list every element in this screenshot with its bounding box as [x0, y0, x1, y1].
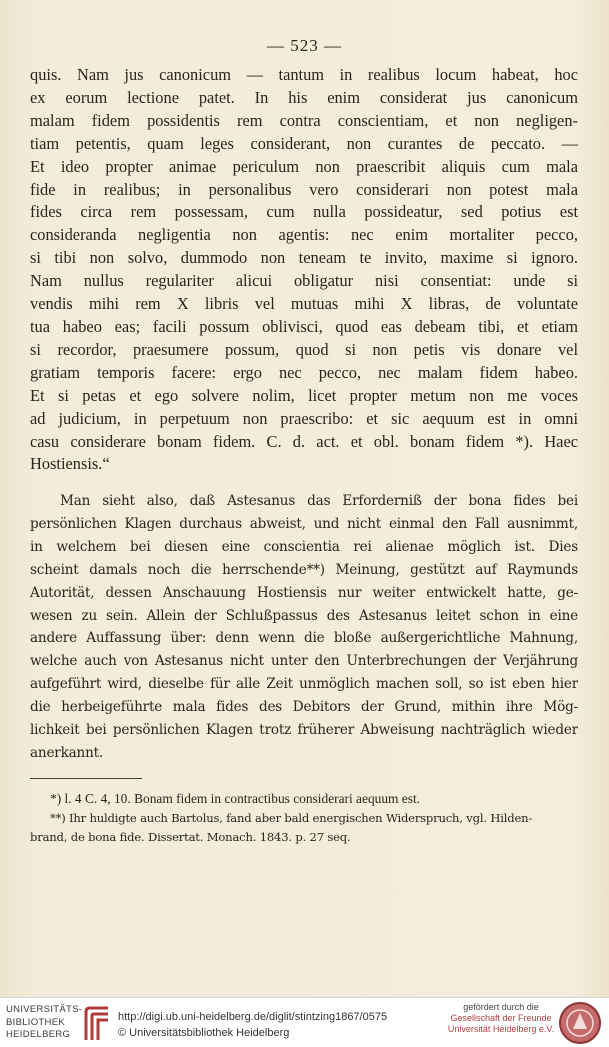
footnotes [30, 790, 578, 846]
ub-heidelberg-logo-icon[interactable] [80, 1004, 114, 1044]
text-line: tua habeo eas; facili possum oblivisci, quod eas debeam tibi, et etiam [30, 316, 578, 336]
footnote-divider [30, 778, 142, 779]
text-line: Hostiensis.“ [30, 454, 110, 474]
text-line: Nam nullus regulariter alicui obligatur nisi consentiat: unde si [30, 271, 578, 291]
permalink-url[interactable]: http://digi.ub.uni-heidelberg.de/diglit/stintzing1867/0575 [118, 1011, 388, 1023]
footnote-1: *) l. 4 C. 4, 10. Bonam fidem in contractibus considerari aequum est. [50, 791, 421, 806]
footnote-2: **) Ihr huldigte auch Bartolus, fand aber bald energischen Widerspruch, vgl. Hilden- [50, 810, 533, 825]
copyright-text: © Universitätsbibliothek Heidelberg [118, 1027, 290, 1039]
text-line: persönlichen Klagen durchaus abweist, und nicht einmal den Fall ausnimmt, [30, 515, 578, 532]
text-line: fide in realibus; in personalibus vero considerari non potest mala [30, 179, 578, 199]
text-line: gratiam temporis facere: ergo nec pecco, nec malam fidem habeo. [30, 362, 578, 382]
text-line: andere Auffassung über: denn wenn die bloße außergerichtliche Mahnung, [30, 630, 578, 647]
text-line: ex eorum lectione patet. In his enim considerat jus canonicum [30, 87, 578, 107]
latin-quotation [30, 64, 578, 476]
text-line: welche auch von Astesanus nicht unter den Unterbrechungen der Verjährung [30, 653, 578, 670]
text-line: Man sieht also, daß Astesanus das Erforderniß der bona fides bei [60, 493, 578, 509]
text-line: Autorität, dessen Anschauung Hostiensis nur weiter entwickelt hatte, ge- [30, 584, 578, 601]
university-seal-icon [558, 1001, 602, 1045]
text-line: si tibi non solvo, dummodo non teneam te invito, maxime si ignoro. [30, 248, 578, 268]
text-line: ad judicium, in perpetuum non praescribo: et sic aequum est in omni [30, 408, 578, 428]
text-line: casu considerare bonam fidem. C. d. act. et obl. bonam fidem *). Haec [30, 431, 578, 451]
text-line: quis. Nam jus canonicum — tantum in realibus locum habeat, hoc [30, 65, 578, 84]
text-line: lichkeit bei persönlichen Klagen trotz früherer Abweisung nachträglich wieder [30, 722, 578, 739]
text-line: tiam petentis, quam leges considerant, non curantes de peccato. — [30, 133, 578, 153]
funding-line: Gesellschaft der Freunde [450, 1013, 552, 1023]
funding-line: gefördert durch die [463, 1002, 539, 1012]
library-name-line: UNIVERSITÄTS- [6, 1004, 83, 1015]
funding-line: Universität Heidelberg e.V. [447, 1024, 555, 1034]
footer-bar [0, 997, 609, 1047]
text-line: anerkannt. [30, 744, 104, 761]
library-name-line: BIBLIOTHEK [6, 1016, 65, 1028]
text-line: Et ideo propter animae periculum non praescribit aliquis cum mala [30, 156, 578, 176]
german-paragraph [30, 490, 578, 765]
footnote-2-continued: brand, de bona fide. Dissertat. Monach. 1843. p. 27 seq. [30, 829, 351, 844]
text-line: consideranda negligentia non agentis: nec enim mortaliter pecco, [30, 225, 578, 245]
library-name-line: HEIDELBERG [6, 1029, 71, 1040]
text-line: wesen zu sein. Allein der Schlußpassus des Astesanus leitet schon in eine [30, 607, 578, 624]
text-line: malam fidem possidentis rem contra conscientiam, et non negligen- [30, 110, 578, 130]
text-line: die herbeigeführte mala fides des Debitors der Grund, mithin ihre Mög- [30, 699, 578, 716]
text-line: fides circa rem possessam, cum nulla possideatur, sed potius est [30, 202, 578, 222]
text-line: Et si petas et ego solvere nolim, licet propter metum non me voces [30, 385, 578, 405]
text-line: si recordor, praesumere possum, quod si non petis vis donare vel [30, 339, 578, 359]
text-line: aufgeführt wird, dieselbe für alle Zeit unmöglich machen soll, so ist eben hier [30, 676, 578, 693]
text-line: vendis mihi rem X libris vel mutuas mihi X libras, de voluntate [30, 294, 578, 314]
text-line: scheint damals noch die herrschende**) Meinung, gestützt auf Raymunds [30, 561, 578, 578]
funding-notice [446, 1002, 556, 1035]
text-line: in welchem bei diesen eine conscientia rei alienae möglich ist. Dies [30, 538, 578, 555]
page-number: — 523 — [267, 36, 342, 55]
